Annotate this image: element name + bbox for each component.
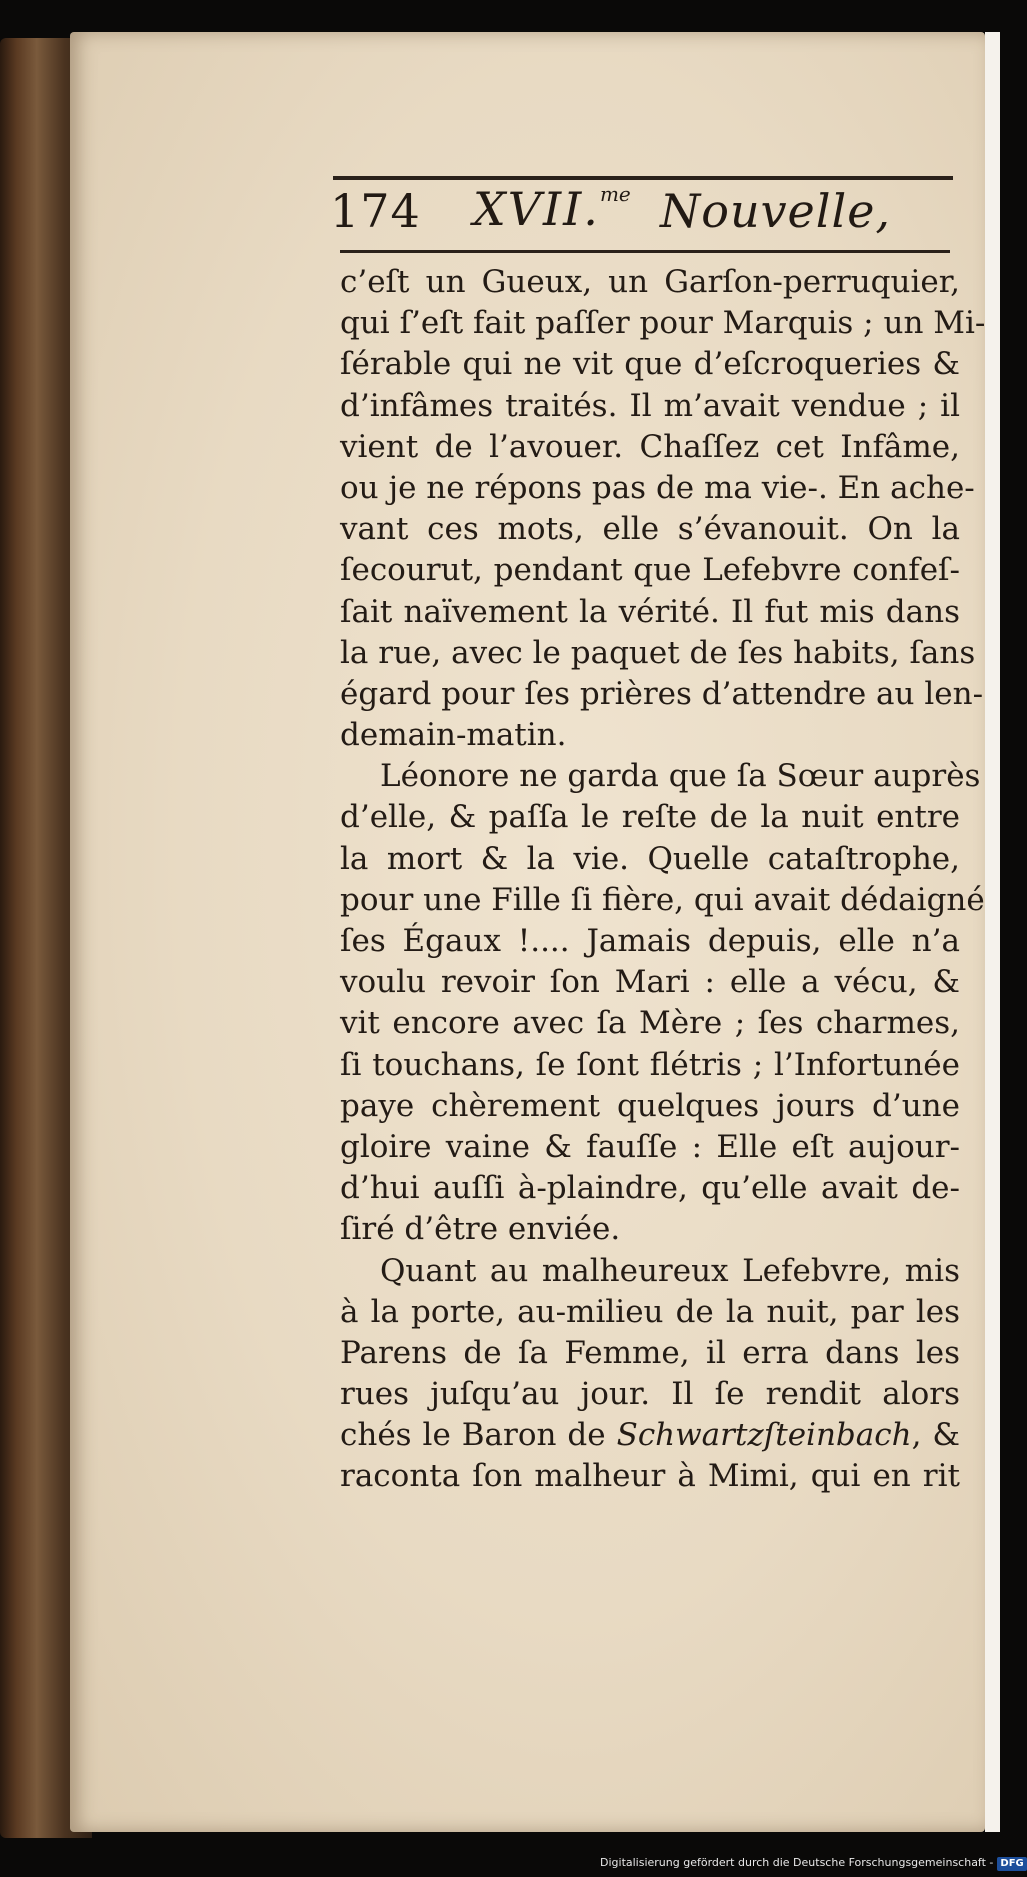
text-line: ſait naïvement la vérité. Il fut mis dans bbox=[340, 593, 960, 630]
header-rule-bottom bbox=[340, 250, 950, 253]
text-line: d’elle, & paſſa le reſte de la nuit entre bbox=[340, 799, 960, 836]
chapter-suffix: me bbox=[599, 182, 631, 206]
text-line: raconta ſon malheur à Mimi, qui en rit bbox=[340, 1458, 960, 1495]
text-line: gloire vaine & fauſſe : Elle eſt aujour- bbox=[340, 1128, 960, 1165]
text-line: vit encore avec ſa Mère ; ſes charmes, bbox=[340, 1005, 960, 1042]
text-line: égard pour ſes prières d’attendre au len- bbox=[340, 675, 984, 712]
text-line: vant ces mots, elle s’évanouit. On la bbox=[340, 511, 960, 548]
text-line: qui ſ’eſt fait paſſer pour Marquis ; un Mi- bbox=[340, 305, 986, 342]
text-line: d’hui auſſi à-plaindre, qu’elle avait de- bbox=[340, 1170, 960, 1207]
text-line: Parens de ſa Femme, il erra dans les bbox=[340, 1334, 960, 1371]
text-line-with-name bbox=[340, 1415, 960, 1456]
chapter-numeral: XVII. bbox=[473, 182, 600, 236]
text-line: ou je ne répons pas de ma vie-. En ache- bbox=[340, 469, 975, 506]
text-line: ſi touchans, ſe ſont flétris ; l’Infortunée bbox=[340, 1046, 960, 1083]
italic-proper-name: Schwartzſteinbach bbox=[616, 1417, 912, 1454]
running-title: Nouvelle, bbox=[660, 184, 892, 238]
text-line: ſecourut, pendant que Lefebvre confeſ- bbox=[340, 552, 960, 589]
credit-text: Digitalisierung gefördert durch die Deutsche Forschungsgemeinschaft - bbox=[600, 1856, 994, 1869]
running-head bbox=[330, 180, 960, 246]
text-line: voulu revoir ſon Mari : elle a vécu, & bbox=[340, 964, 960, 1001]
text-line: rues juſqu’au jour. Il ſe rendit alors bbox=[340, 1376, 960, 1413]
paragraph-start-line: Léonore ne garda que ſa Sœur auprès bbox=[380, 758, 981, 795]
text-fragment: chés le Baron de bbox=[340, 1417, 617, 1454]
text-line: ſes Égaux !.... Jamais depuis, elle n’a bbox=[340, 923, 960, 959]
scan-margin bbox=[985, 32, 1000, 1832]
chapter-heading bbox=[473, 182, 631, 236]
text-line: ſérable qui ne vit que d’eſcroqueries & bbox=[340, 346, 960, 383]
text-line: la rue, avec le paquet de ſes habits, ſans bbox=[340, 634, 976, 671]
digitization-credit bbox=[600, 1856, 1024, 1874]
text-line: vient de l’avouer. Chaſſez cet Infâme, bbox=[340, 428, 960, 465]
text-line: pour une Fille ſi fière, qui avait dédaigné bbox=[340, 881, 985, 918]
text-line: la mort & la vie. Quelle cataſtrophe, bbox=[340, 840, 960, 877]
text-line: c’eſt un Gueux, un Garſon-perruquier, bbox=[340, 264, 960, 300]
text-line: à la porte, au-milieu de la nuit, par les bbox=[340, 1293, 960, 1330]
body-text bbox=[340, 262, 986, 1498]
text-line: paye chèrement quelques jours d’une bbox=[340, 1087, 960, 1124]
text-fragment: , & bbox=[911, 1417, 960, 1454]
text-line: demain-matin. bbox=[340, 717, 567, 754]
text-line: d’infâmes traités. Il m’avait vendue ; il bbox=[340, 387, 960, 424]
text-line: ſiré d’être enviée. bbox=[340, 1211, 621, 1248]
dfg-logo: DFG bbox=[997, 1857, 1026, 1871]
page-number: 174 bbox=[330, 184, 421, 238]
paragraph-start-line: Quant au malheureux Lefebvre, mis bbox=[380, 1252, 960, 1289]
